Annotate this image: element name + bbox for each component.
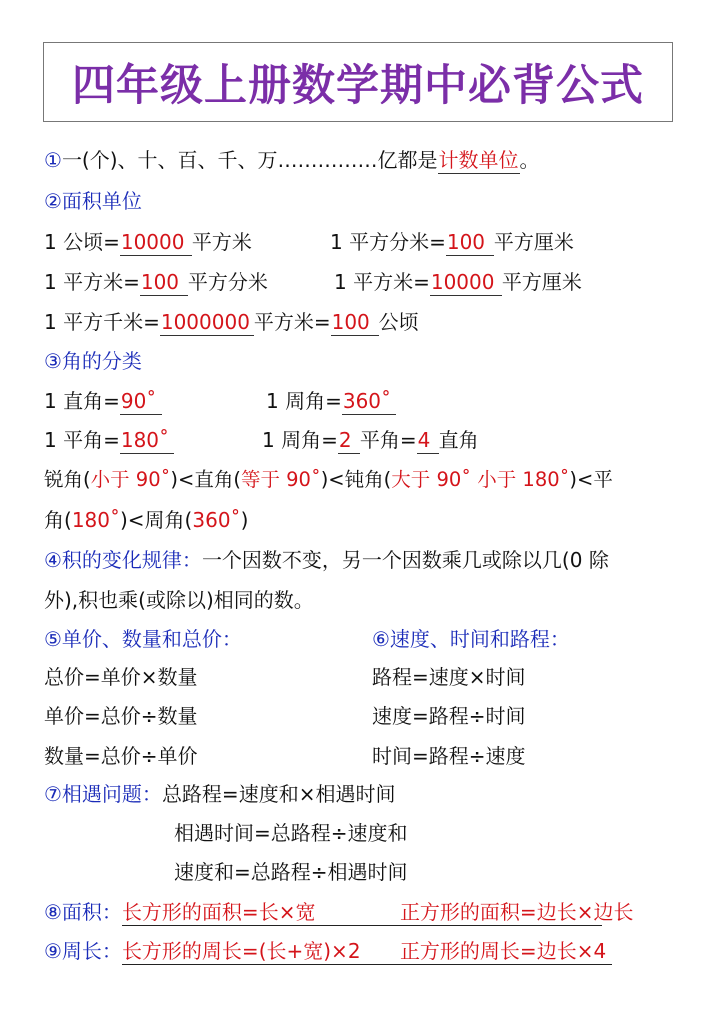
section-4-line-1 (44, 545, 609, 575)
angle-order-a3: 大于 90˚ 小于 180˚ (391, 468, 570, 491)
area-row-1b-unit: 平方厘米 (493, 230, 574, 254)
section-3-heading: ③角的分类 (44, 349, 142, 373)
section-5-formula-2: 单价=总价÷数量 (44, 704, 198, 728)
area-row-3-unit: 公顷 (378, 310, 419, 334)
angle-row-1b-text: 1 周角= (266, 389, 342, 413)
angle-row-1b (266, 386, 396, 416)
section-7-formula-3: 速度和=总路程÷相遇时间 (174, 860, 408, 884)
angle-row-2a-text: 1 平角= (44, 428, 120, 452)
area-row-1a-unit: 平方米 (191, 230, 252, 254)
area-row-2b-text: 1 平方米= (334, 270, 430, 294)
angle-order-a4: 180˚ (71, 508, 120, 532)
section-5-formula-1: 总价=单价×数量 (44, 665, 198, 689)
page-title: 四年级上册数学期中必背公式 (72, 60, 644, 111)
section-8 (44, 897, 656, 927)
area-row-1a-answer: 10000 (120, 229, 192, 256)
angle-row-2 (44, 425, 684, 455)
section-9-formula-1: 长方形的周长=(长+宽)×2 (121, 939, 361, 963)
angle-row-1 (44, 386, 684, 416)
section-8-heading: ⑧面积： (44, 900, 122, 924)
area-row-3 (44, 307, 419, 337)
section-7-heading: ⑦相遇问题： (44, 782, 162, 806)
area-row-2b-answer: 10000 (430, 269, 502, 296)
section-9-formula-2: 正方形的周长=边长×4 (399, 939, 607, 963)
section-7-formula-2: 相遇时间=总路程÷速度和 (174, 821, 408, 845)
angle-row-2a-answer: 180˚ (120, 427, 174, 454)
angle-order-t1: 锐角( (44, 468, 91, 491)
section-9-formulas (122, 938, 612, 965)
area-row-1b-text: 1 平方分米= (330, 230, 446, 254)
angle-order-line-1 (44, 465, 613, 495)
angle-order-a2: 等于 90˚ (240, 468, 321, 491)
angle-order-t3: )<钝角( (320, 468, 392, 491)
angle-row-2b-answer-1: 2 (338, 427, 360, 454)
area-row-3-text: 1 平方千米= (44, 310, 160, 334)
area-row-2 (44, 267, 684, 297)
section-1 (44, 145, 540, 175)
section-8-formulas (121, 899, 634, 926)
area-row-2a-answer: 100 (140, 269, 188, 296)
section-9-heading: ⑨周长： (44, 939, 122, 963)
section-4-text-1: 一个因数不变，另一个因数乘几或除以几(0 除 (201, 548, 609, 572)
section-1-label: ① (44, 148, 62, 172)
angle-order-t4: )<平 (569, 468, 613, 491)
area-row-2a-text: 1 平方米= (44, 270, 140, 294)
section-6-formula-2: 速度=路程÷时间 (372, 704, 526, 728)
section-8-formula-2: 正方形的面积=边长×边长 (399, 900, 634, 924)
section-4-heading: ④积的变化规律： (44, 548, 202, 572)
section-4-line-2: 外),积也乘(或除以)相同的数。 (44, 588, 314, 612)
section-1-answer: 计数单位 (438, 148, 519, 172)
section-6-formula-1: 路程=速度×时间 (372, 665, 526, 689)
angle-row-2b-unit: 直角 (438, 428, 479, 452)
section-8-formula-1: 长方形的面积=长×宽 (121, 900, 316, 924)
angle-row-1a-text: 1 直角= (44, 389, 120, 413)
angle-row-2b (262, 425, 479, 455)
section-1-period: 。 (519, 148, 540, 172)
angle-order-line-2 (44, 505, 248, 535)
area-row-2b (334, 267, 582, 297)
section-5-heading: ⑤单价、数量和总价： (44, 627, 242, 651)
area-row-3-answer-1: 1000000 (160, 309, 254, 336)
area-row-2b-unit: 平方厘米 (501, 270, 582, 294)
angle-row-1a-answer: 90˚ (120, 388, 162, 415)
angle-row-1b-answer: 360˚ (342, 388, 396, 415)
area-row-1a-text: 1 公顷= (44, 230, 120, 254)
area-row-2a-unit: 平方分米 (187, 270, 268, 294)
section-6-heading: ⑥速度、时间和路程： (372, 627, 570, 651)
angle-row-2b-text: 1 周角= (262, 428, 338, 452)
title-box (43, 42, 673, 122)
section-7-line-1 (44, 779, 395, 809)
angle-order-a5: 360˚ (192, 508, 241, 532)
section-1-text: 一(个)、十、百、千、万……………亿都是 (61, 148, 438, 172)
section-6-formula-3: 时间=路程÷速度 (372, 744, 526, 768)
area-row-1b-answer: 100 (446, 229, 494, 256)
angle-row-2b-answer-2: 4 (417, 427, 439, 454)
area-row-1 (44, 227, 684, 257)
angle-order-t6: )<周角( (120, 508, 193, 532)
area-row-3-answer-2: 100 (331, 309, 379, 336)
area-row-1b (330, 227, 574, 257)
section-2-heading: ②面积单位 (44, 189, 142, 213)
section-5-formula-3: 数量=总价÷单价 (44, 744, 198, 768)
angle-order-t7: ) (240, 508, 249, 532)
angle-order-t2: )<直角( (170, 468, 241, 491)
angle-row-2b-mid: 平角= (359, 428, 417, 452)
section-9 (44, 936, 656, 966)
section-7-formula-1: 总路程=速度和×相遇时间 (161, 782, 396, 806)
area-row-3-mid: 平方米= (253, 310, 331, 334)
angle-order-t5: 角( (44, 508, 72, 532)
angle-order-a1: 小于 90˚ (90, 468, 171, 491)
